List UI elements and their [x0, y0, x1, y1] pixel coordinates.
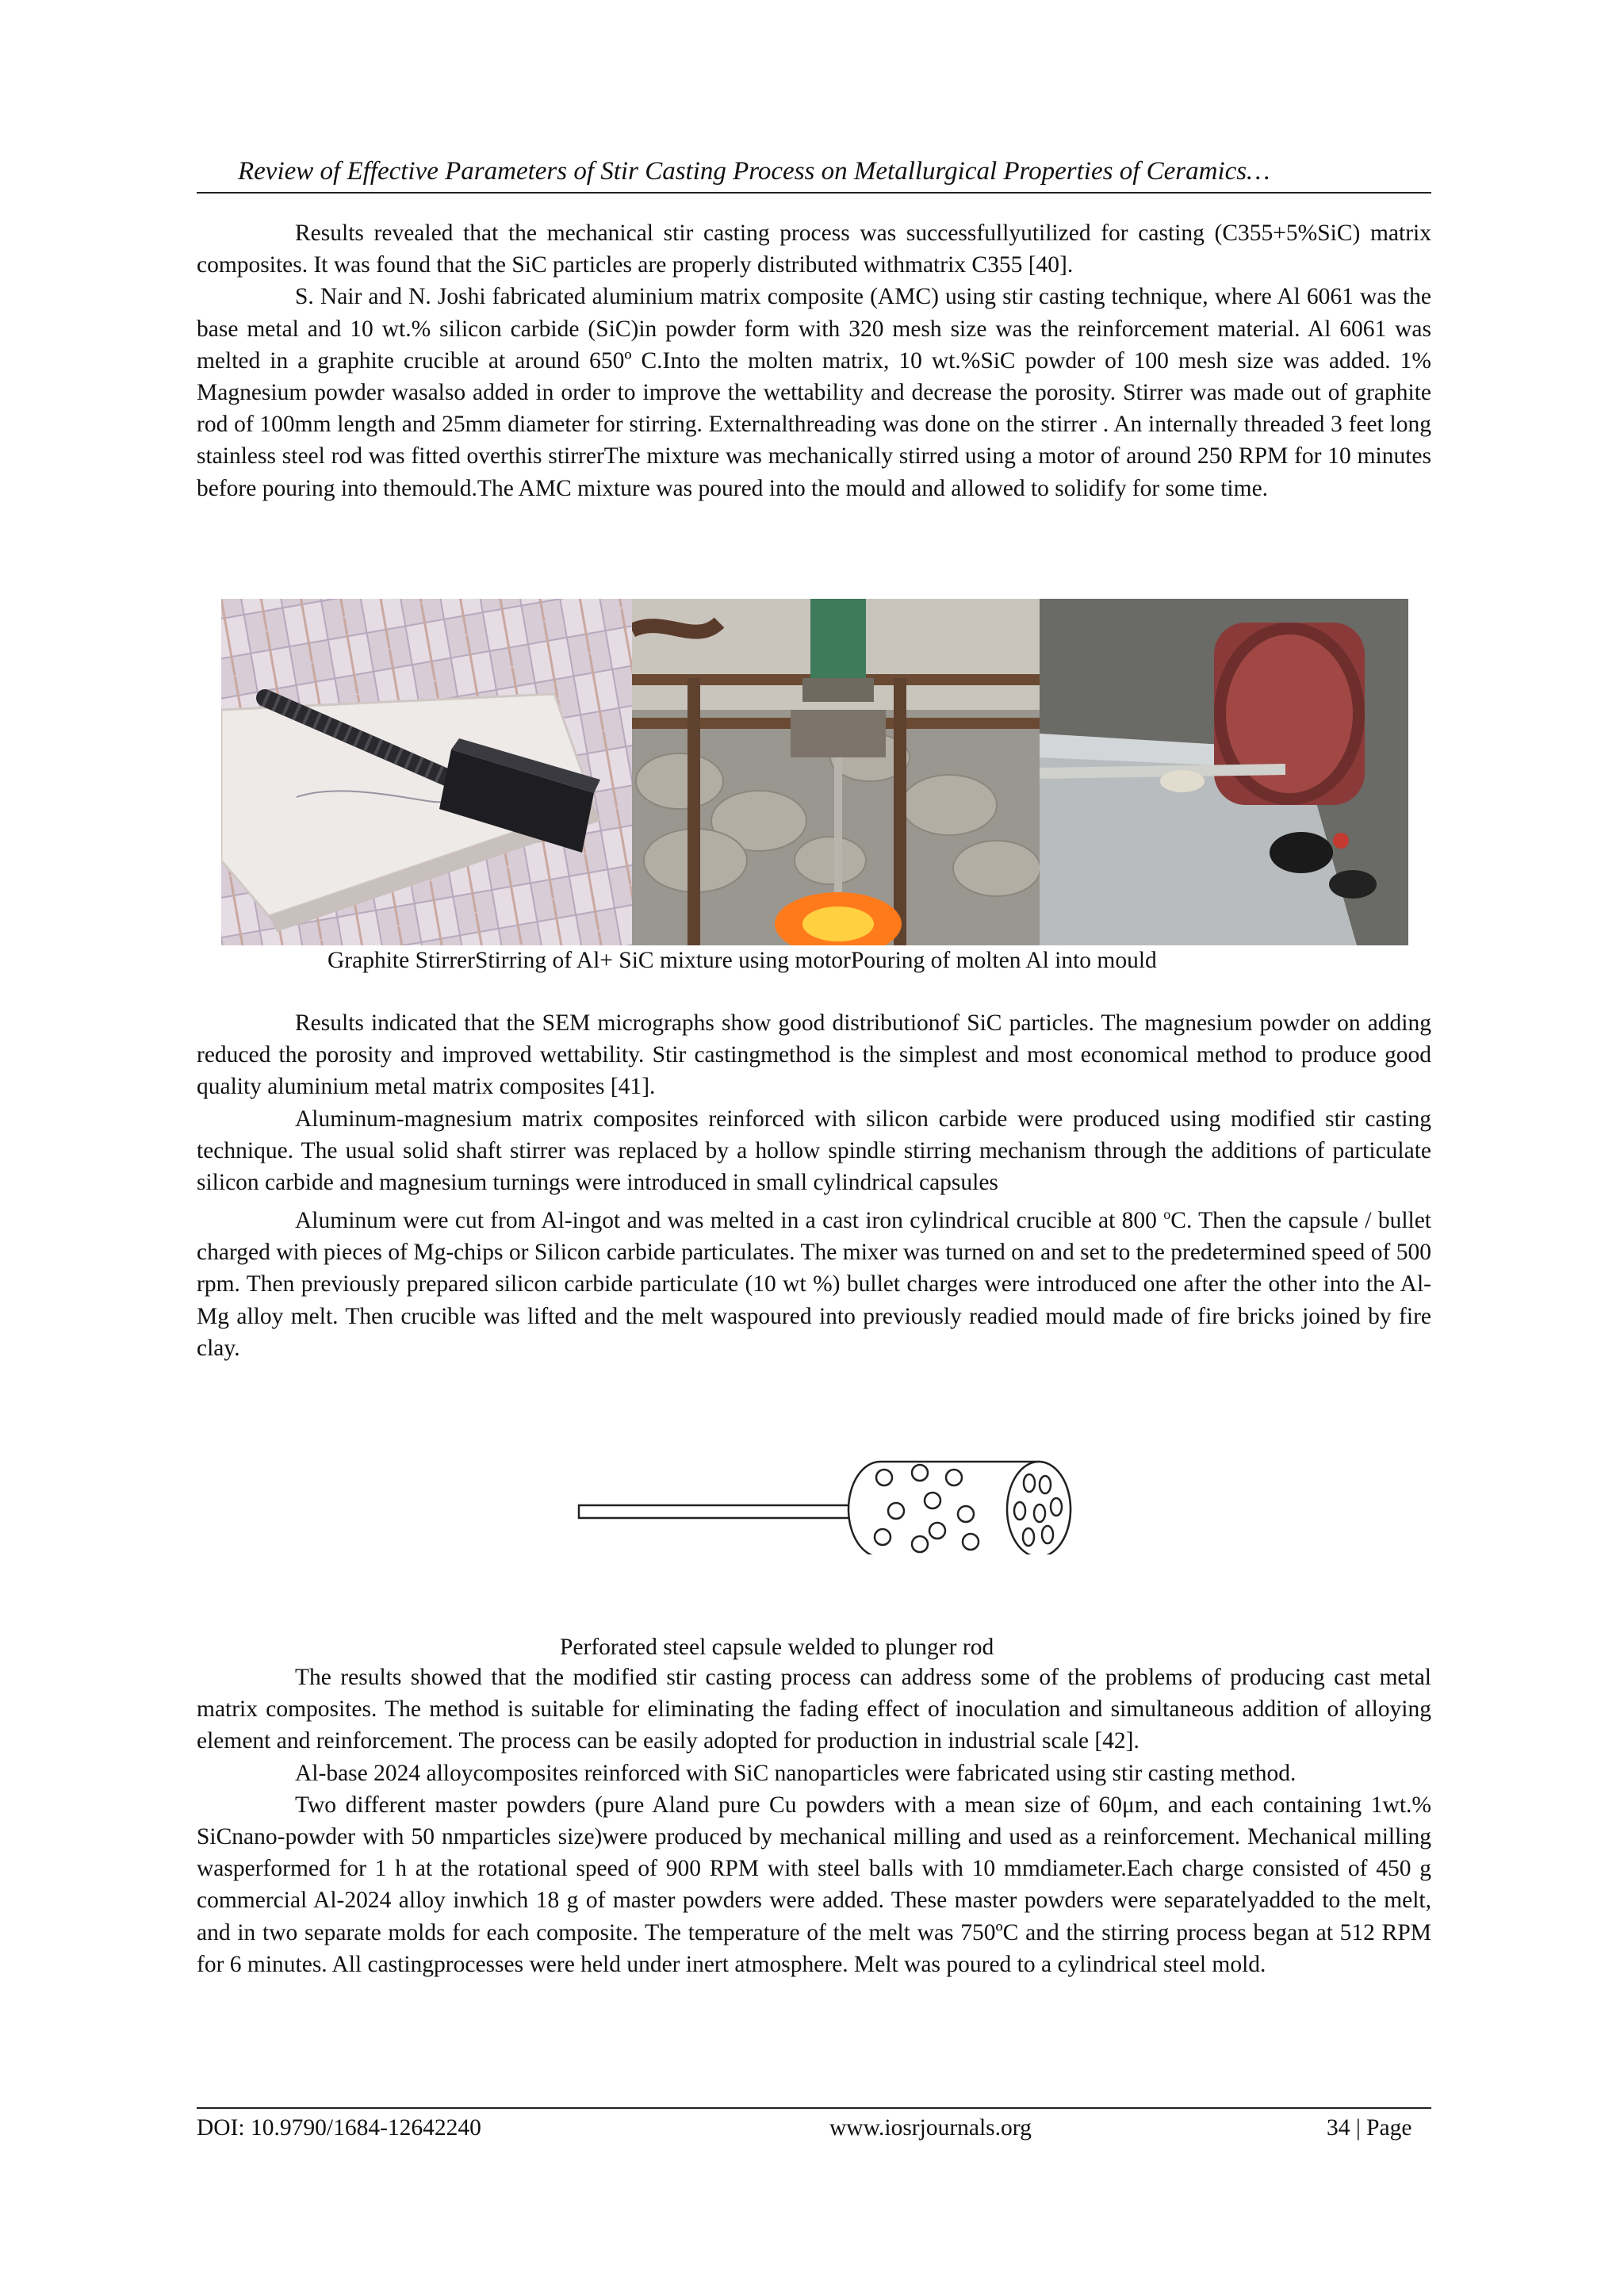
pouring-mould-photo	[1040, 599, 1408, 945]
running-title: Review of Effective Parameters of Stir Casting Process on Metallurgical Properties of Ceramics…	[238, 157, 1270, 186]
motor-stirring-photo	[632, 599, 1040, 945]
paragraph: Results revealed that the mechanical stir casting process was successfullyutilized for casting (C355+5%SiC) matrix composites. It was found that the SiC particles are properly distributed withmatrix C355 [40].	[197, 220, 1431, 278]
paragraph: Al-base 2024 alloycomposites reinforced with SiC nanoparticles were fabricated using stir casting method.	[295, 1760, 1297, 1786]
footer-doi: DOI: 10.9790/1684-12642240	[197, 2115, 481, 2141]
paragraph: S. Nair and N. Joshi fabricated aluminium matrix composite (AMC) using stir casting technique, where Al 6061 was the base metal and 10 wt.% silicon carbide (SiC)in powder form with 320 mesh size was the reinforcement material. Al 6061 was melted in a graphite crucible at around 650º C.Into the molten matrix, 10 wt.%SiC powder of 100 mesh size was added. 1% Magnesium powder wasalso added in order to improve the wettability and decrease the porosity. Stirrer was made out of graphite rod of 100mm length and 25mm diameter for stirring. Externalthreading was done on the stirrer . An internally threaded 3 feet long stainless steel rod was fitted overthis stirrerThe mixture was mechanically stirred using a motor of around 250 RPM for 10 minutes before pouring into themould.The AMC mixture was poured into the mould and allowed to solidify for some time.	[197, 284, 1431, 501]
section-1	[197, 217, 1431, 504]
paragraph: The results showed that the modified stir casting process can address some of the problems of producing cast metal matrix composites. The method is suitable for eliminating the fading effect of inoculation and simultaneous addition of alloying element and reinforcement. The process can be easily adopted for production in industrial scale [42].	[197, 1665, 1431, 1754]
capsule-diagram	[571, 1443, 1078, 1558]
header-rule	[197, 192, 1431, 194]
graphite-stirrer-photo	[221, 599, 632, 945]
footer-page-number: 34 | Page	[1327, 2115, 1412, 2141]
figure-1-caption: Graphite StirrerStirring of Al+ SiC mixture using motorPouring of molten Al into mould	[327, 948, 1157, 973]
section-3	[197, 1662, 1431, 1980]
paragraph: Aluminum were cut from Al-ingot and was melted in a cast iron cylindrical crucible at 800 $^o$C. Then the capsule / bullet charged with pieces of Mg-chips or Silicon carbide particulates. The mixer was turned on and set to the predetermined speed of 500 rpm. Then previously prepared silicon carbide particulate (10 wt %) bullet charges were introduced one after the other into the Al-Mg alloy melt. Then crucible was lifted and the melt waspoured into previously readied mould made of fire bricks joined by fire clay.	[197, 1206, 1432, 1361]
paragraph: Two different master powders (pure Aland pure Cu powders with a mean size of 60μm, and each containing 1wt.% SiCnano-powder with 50 nmparticles size)were produced by mechanical milling and used as a reinforcement. Mechanical milling wasperformed for 1 h at the rotational speed of 900 RPM with steel balls with 10 mmdiameter.Each charge consisted of 450 g commercial Al-2024 alloy inwhich 18 g of master powders were added. These master powders were separatelyadded to the melt, and in two separate molds for each composite. The temperature of the melt was 750ºC and the stirring process began at 512 RPM for 6 minutes. All castingprocesses were held under inert atmosphere. Melt was poured to a cylindrical steel mold.	[197, 1792, 1431, 1977]
paragraph: Aluminum-magnesium matrix composites reinforced with silicon carbide were produced using modified stir casting technique. The usual solid shaft stirrer was replaced by a hollow spindle stirring mechanism through the additions of particulate silicon carbide and magnesium turnings were introduced in small cylindrical capsules	[197, 1106, 1431, 1196]
paragraph: Results indicated that the SEM micrographs show good distributionof SiC particles. The magnesium powder on adding reduced the porosity and improved wettability. Stir castingmethod is the simplest and most economical method to produce good quality aluminium metal matrix composites [41].	[197, 1010, 1431, 1100]
footer-website: www.iosrjournals.org	[829, 2115, 1032, 2141]
figure-2-caption: Perforated steel capsule welded to plunger rod	[560, 1635, 994, 1660]
plunger-rod	[579, 1505, 872, 1518]
section-2	[197, 1007, 1431, 1364]
footer-rule	[197, 2107, 1431, 2109]
